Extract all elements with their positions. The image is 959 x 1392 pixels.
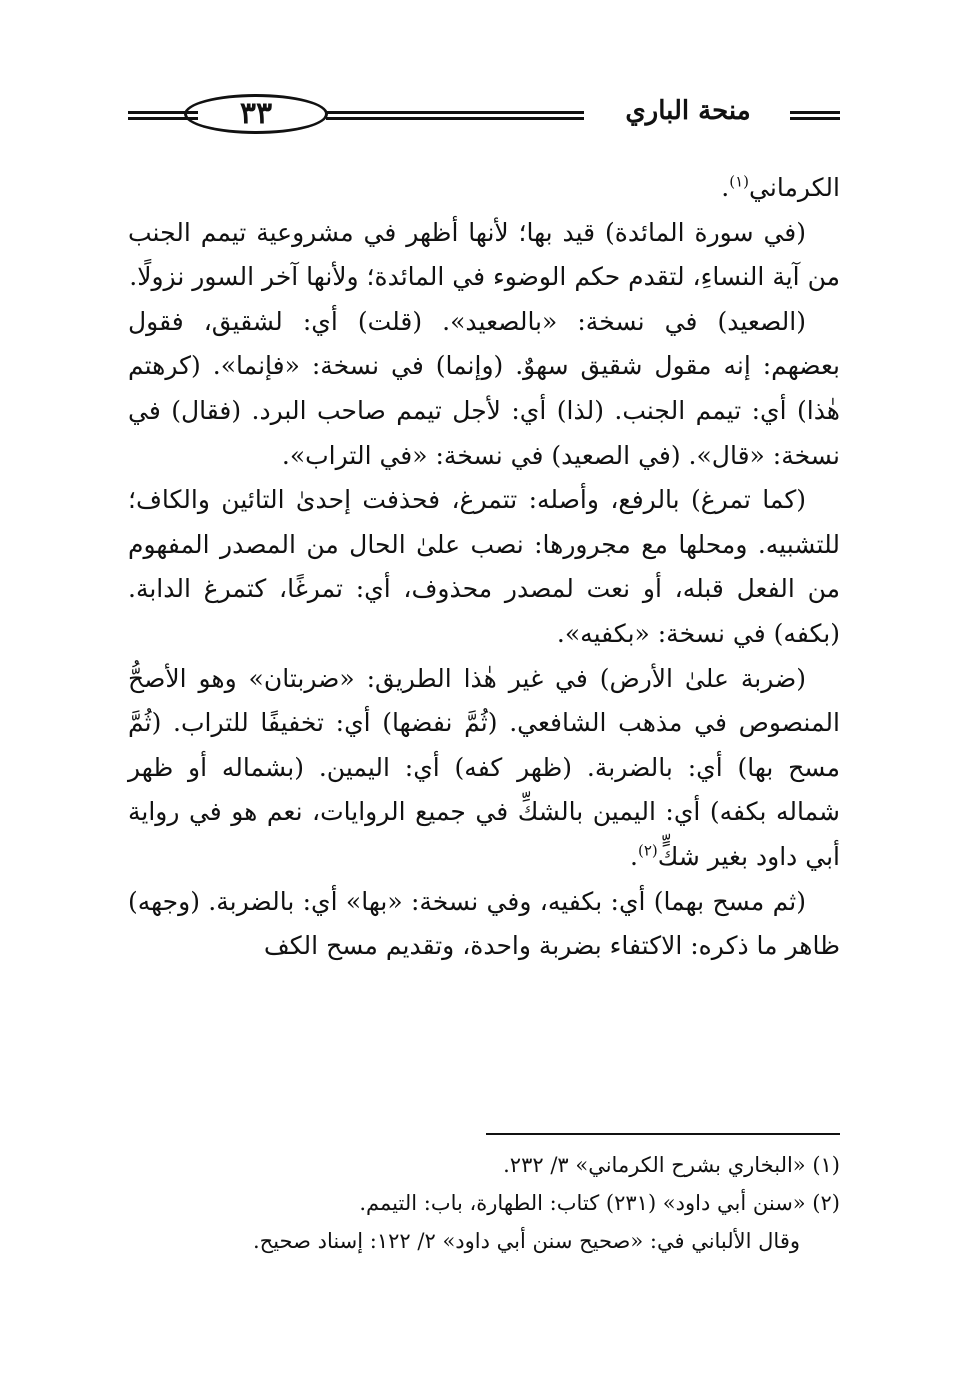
header-rule-right: [790, 111, 840, 120]
paragraph-1: [128, 166, 840, 211]
main-text: [128, 166, 840, 969]
running-title: منحة الباري: [625, 96, 751, 126]
paragraph-end: .: [630, 841, 638, 871]
footnote-2-continuation: وقال الألباني في: «صحيح سنن أبي داود» ٢/ ١٢٢: إسناد صحيح.: [252, 1229, 800, 1253]
paragraph-text: (ضربة علىٰ الأرض) في غير هٰذا الطريق: «ضربتان» وهو الأصحُّ المنصوص في مذهب الشافعي. (ثُمَّ نفضها) أي: تخفيفًا للتراب. (ثُمَّ مسح بها) أي: بالضربة. (ظهر كفه) أي: اليمين. (بشماله أو ظهر شماله بكفه) أي: اليمين بالشكِّ في جميع الروايات، نعم هو في رواية أبي داود بغير شكٍّ: [128, 663, 840, 871]
paragraph-4: (كما تمرغ) بالرفع، وأصله: تتمرغ، فحذفت إحدىٰ التائين والكاف؛ للتشبيه. ومحلها مع مجرورها: نصب علىٰ الحال من المصدر المفهوم من الفعل قبله، أو نعت لمصدر محذوف، أي: تمرغًا، كتمرغ الدابة. (بكفه) في نسخة: «بكفيه».: [128, 485, 840, 648]
footnote-2: (٢) «سنن أبي داود» (٢٣١) كتاب: الطهارة، باب: التيمم.: [359, 1191, 840, 1215]
paragraph-2: (في سورة المائدة) قيد بها؛ لأنها أظهر في مشروعية تيمم الجنب من آية النساءِ، لتقدم حكم الوضوء في المائدة؛ ولأنها آخر السور نزولًا.: [128, 217, 840, 292]
footnote-separator: [486, 1133, 840, 1135]
paragraph-6: (ثم مسح بهما) أي: بكفيه، وفي نسخة: «بها» أي: بالضربة. (وجهه) ظاهر ما ذكره: الاكتفاء بضربة واحدة، وتقديم مسح الكف: [128, 886, 840, 961]
paragraph-end: .: [721, 173, 730, 202]
footnote-ref-1: (١): [729, 172, 750, 191]
footnote-1: (١) «البخاري بشرح الكرماني» ٣/ ٢٣٢.: [503, 1153, 840, 1177]
footnote-ref-2: (٢): [637, 841, 658, 860]
header-rule-middle: [326, 111, 584, 120]
footnotes: [128, 1146, 840, 1260]
paragraph-5: [128, 657, 840, 880]
paragraph-3: (الصعيد) في نسخة: «بالصعيد». (قلت) أي: لشقيق، فقول بعضهم: إنه مقول شقيق سهوٌ. (وإنما) في نسخة: «فإنما». (كرهتم هٰذا) أي: تيمم الجنب. (لذا) أي: لأجل تيمم صاحب البرد. (فقال) في نسخة: «قال». (في الصعيد) في نسخة: «في التراب».: [128, 306, 840, 470]
paragraph-text: الكرماني: [749, 173, 840, 202]
page-number: ٣٣: [184, 94, 328, 134]
page-header: [128, 92, 840, 146]
